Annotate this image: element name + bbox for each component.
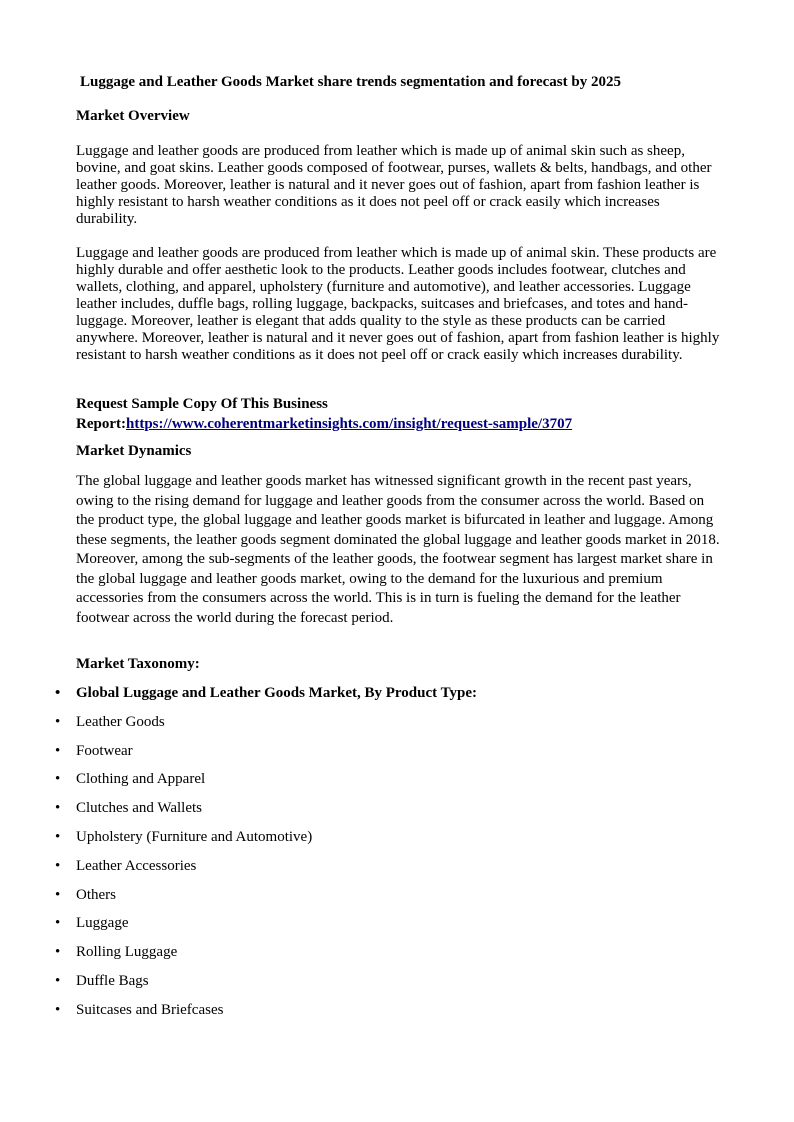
- list-item: • Global Luggage and Leather Goods Market, By Product Type:: [55, 685, 477, 701]
- bullet-icon: •: [55, 771, 61, 788]
- taxonomy-list: [0, 684, 477, 1030]
- bullet-icon: •: [55, 828, 61, 845]
- document-title: Luggage and Leather Goods Market share trends segmentation and forecast by 2025: [80, 74, 621, 90]
- bullet-icon: •: [55, 713, 61, 730]
- overview-paragraph-2: Luggage and leather goods are produced from leather which is made up of animal skin. These products are highly durable and offer aesthetic look to the products. Leather goods includes footwear, clutches and wallets, clothing, and apparel, upholstery (furniture and automotive), and leather accessories. Luggage leather includes, duffle bags, rolling luggage, backpacks, suitcases and briefcases, and totes and hand-luggage. Moreover, leather is elegant that adds quality to the style as these products can be carried anywhere. Moreover, leather is natural and it never goes out of fashion, apart from fashion leather is highly resistant to harsh weather conditions as it does not peel off or crack easily which increases durability.: [76, 245, 720, 363]
- list-item: • Footwear: [55, 742, 133, 759]
- list-item: • Others: [55, 886, 116, 903]
- dynamics-heading: Market Dynamics: [76, 443, 192, 459]
- request-sample-link[interactable]: https://www.coherentmarketinsights.com/insight/request-sample/3707: [125, 415, 573, 432]
- list-item: • Suitcases and Briefcases: [55, 1001, 224, 1018]
- list-item: • Leather Accessories: [55, 857, 197, 874]
- bullet-icon: •: [55, 685, 61, 701]
- request-line-1: Request Sample Copy Of This Business: [76, 396, 328, 412]
- request-sample: [76, 395, 572, 434]
- list-item: • Clutches and Wallets: [55, 800, 202, 817]
- bullet-icon: •: [55, 857, 61, 874]
- bullet-icon: •: [55, 972, 61, 989]
- request-line-2: [76, 415, 572, 435]
- bullet-icon: •: [55, 915, 61, 932]
- dynamics-paragraph: The global luggage and leather goods market has witnessed significant growth in the recent past years, owing to the rising demand for luggage and leather goods from the consumer across the world. Based on the product type, the global luggage and leather goods market is bifurcated in leather and luggage. Among these segments, the leather goods segment dominated the global luggage and leather goods market in 2018. Moreover, among the sub-segments of the leather goods, the footwear segment has largest market share in the global luggage and leather goods market, owing to the demand for the luxurious and premium accessories from the consumers across the world. This is in turn is fueling the demand for the leather footwear across the world during the forecast period.: [76, 473, 720, 626]
- list-item: • Upholstery (Furniture and Automotive): [55, 828, 313, 845]
- bullet-icon: •: [55, 1001, 61, 1018]
- request-prefix: Report:: [76, 415, 126, 432]
- list-item: • Clothing and Apparel: [55, 771, 206, 788]
- taxonomy-heading: Market Taxonomy:: [76, 656, 200, 672]
- list-item: • Leather Goods: [55, 713, 165, 730]
- overview-paragraph-1: Luggage and leather goods are produced from leather which is made up of animal skin such as sheep, bovine, and goat skins. Leather goods composed of footwear, purses, wallets & belts, handbags, and other leather goods. Moreover, leather is natural and it never goes out of fashion, apart from fashion leather is highly resistant to harsh weather conditions as it does not peel off or crack easily which increases durability.: [76, 143, 712, 227]
- bullet-icon: •: [55, 800, 61, 817]
- list-item: • Luggage: [55, 915, 129, 932]
- list-item: • Rolling Luggage: [55, 944, 178, 961]
- bullet-icon: •: [55, 944, 61, 961]
- overview-heading: Market Overview: [76, 108, 190, 124]
- bullet-icon: •: [55, 886, 61, 903]
- list-item: • Duffle Bags: [55, 972, 149, 989]
- bullet-icon: •: [55, 742, 61, 759]
